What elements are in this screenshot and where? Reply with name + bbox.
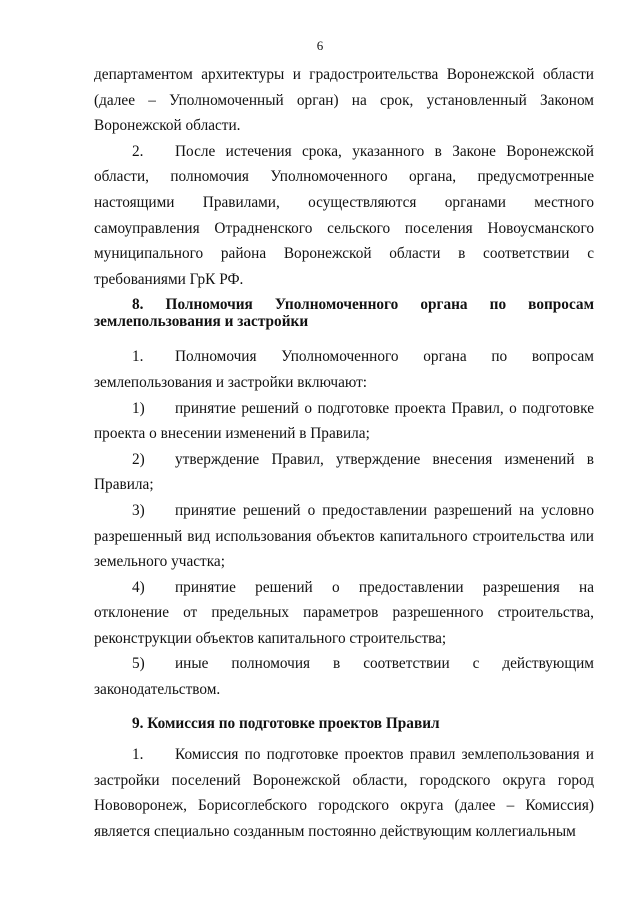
list-item-number: 1) (132, 399, 145, 417)
section-9-heading: 9. Комиссия по подготовке проектов Правил (132, 714, 440, 732)
list-item (94, 575, 594, 652)
list-item (94, 447, 594, 498)
section-9-paragraph-1 (94, 742, 594, 844)
list-item-text: утверждение Правил, утверждение внесения изменений в Правила; (94, 450, 594, 494)
list-item-number: 3) (132, 501, 145, 519)
intro-paragraph: департаментом архитектуры и градостроительства Воронежской области (далее – Уполномоченный орган) на срок, установленный Законом Воронежской области. (94, 66, 594, 135)
paragraph-2 (94, 139, 594, 293)
paragraph-text: Комиссия по подготовке проектов правил землепользования и застройки поселений Воронежской области, городского округа город Нововоронеж, Борисоглебского городского округа (далее – Комиссия) является специально созданным постоянно действующим коллегиальным (94, 746, 594, 841)
document-body (94, 62, 594, 845)
list-item-number: 2) (132, 450, 145, 468)
paragraph-text: После истечения срока, указанного в Законе Воронежской области, полномочия Уполномоченного органа, предусмотренные настоящими Правилами, осуществляются органами местного самоуправления Отрадненского сельского поселения Новоусманского муниципального района Воронежской области в соответствии с требованиями ГрК РФ. (94, 142, 594, 288)
list-item-number: 4) (132, 578, 145, 596)
list-item (94, 396, 594, 447)
paragraph-number: 2. (132, 142, 144, 160)
section-8-heading: 8. Полномочия Уполномоченного органа по вопросам землепользования и застройки (94, 296, 594, 331)
section-8-paragraph-1 (94, 344, 594, 395)
page-number: 6 (316, 38, 324, 53)
list-item-text: принятие решений о предоставлении разрешения на отклонение от предельных параметров разрешенного строительства, реконструкции объектов капитального строительства; (94, 578, 594, 647)
paragraph-text: Полномочия Уполномоченного органа по вопросам землепользования и застройки включают: (94, 348, 594, 391)
list-item-text: принятие решений о подготовке проекта Правил, о подготовке проекта о внесении изменений в Правила; (94, 399, 594, 443)
list-item-number: 5) (132, 655, 145, 673)
paragraph-number: 1. (132, 746, 144, 764)
list-item-text: принятие решений о предоставлении разрешений на условно разрешенный вид использования объектов капитального строительства или земельного участка; (94, 501, 594, 571)
authority-list (94, 396, 594, 703)
list-item-text: иные полномочия в соответствии с действующим законодательством. (94, 655, 594, 699)
paragraph-number: 1. (132, 348, 144, 366)
list-item (94, 498, 594, 575)
list-item (94, 651, 594, 702)
